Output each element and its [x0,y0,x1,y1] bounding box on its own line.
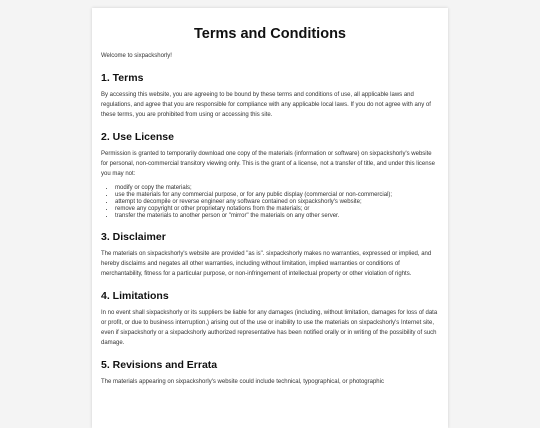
terms-document [92,8,448,428]
section-heading-limitations: 4. Limitations [101,290,169,302]
list-item: • use the materials for any commercial purpose, or for any public display (commercial or non-commercial); [115,192,439,199]
section-text-terms: By accessing this website, you are agreeing to be bound by these terms and conditions of use, all applicable laws and regulations, and agree that you are responsible for compliance with any applicable local laws. If you do not agree with any of these terms, you are prohibited from using or accessing this site. [101,92,431,118]
section-heading-terms: 1. Terms [101,72,144,84]
section-heading-revisions: 5. Revisions and Errata [101,359,218,371]
list-item: • attempt to decompile or reverse engineer any software contained on sixpackshorly's website; [115,199,439,206]
section-heading-disclaimer: 3. Disclaimer [101,231,166,243]
section-text-use-license: Permission is granted to temporarily download one copy of the materials (information or software) on sixpackshorly's website for personal, non-commercial transitory viewing only. This is the grant of a license, not a transfer of title, and under this license you may not: [101,151,435,177]
section-heading-use-license: 2. Use License [101,131,174,143]
section-text-revisions: The materials appearing on sixpackshorly's website could include technical, typographical, or photographic [101,379,384,385]
section-text-disclaimer: The materials on sixpackshorly's website are provided "as is". sixpackshorly makes no warranties, expressed or implied, and hereby disclaims and negates all other warranties, including without limitation, implied warranties or conditions of merchantability, fitness for a particular purpose, or non-infringement of intellectual property or other violation of rights. [101,251,432,277]
intro-text: Welcome to sixpackshorly! [101,53,172,59]
section-text-limitations: In no event shall sixpackshorly or its suppliers be liable for any damages (including, without limitation, damages for loss of data or profit, or due to business interruption,) arising out of the use or inability to use the materials on sixpackshorly's Internet site, even if sixpackshorly or a sixpackshorly authorized representative has been notified orally or in writing of the possibility of such damage. [101,310,438,346]
page-title: Terms and Conditions [194,26,346,42]
list-item: • modify or copy the materials; [115,185,439,192]
list-item: • remove any copyright or other proprietary notations from the materials; or [115,206,439,213]
license-restrictions-list [101,185,439,220]
list-item: • transfer the materials to another person or "mirror" the materials on any other server. [115,213,439,220]
